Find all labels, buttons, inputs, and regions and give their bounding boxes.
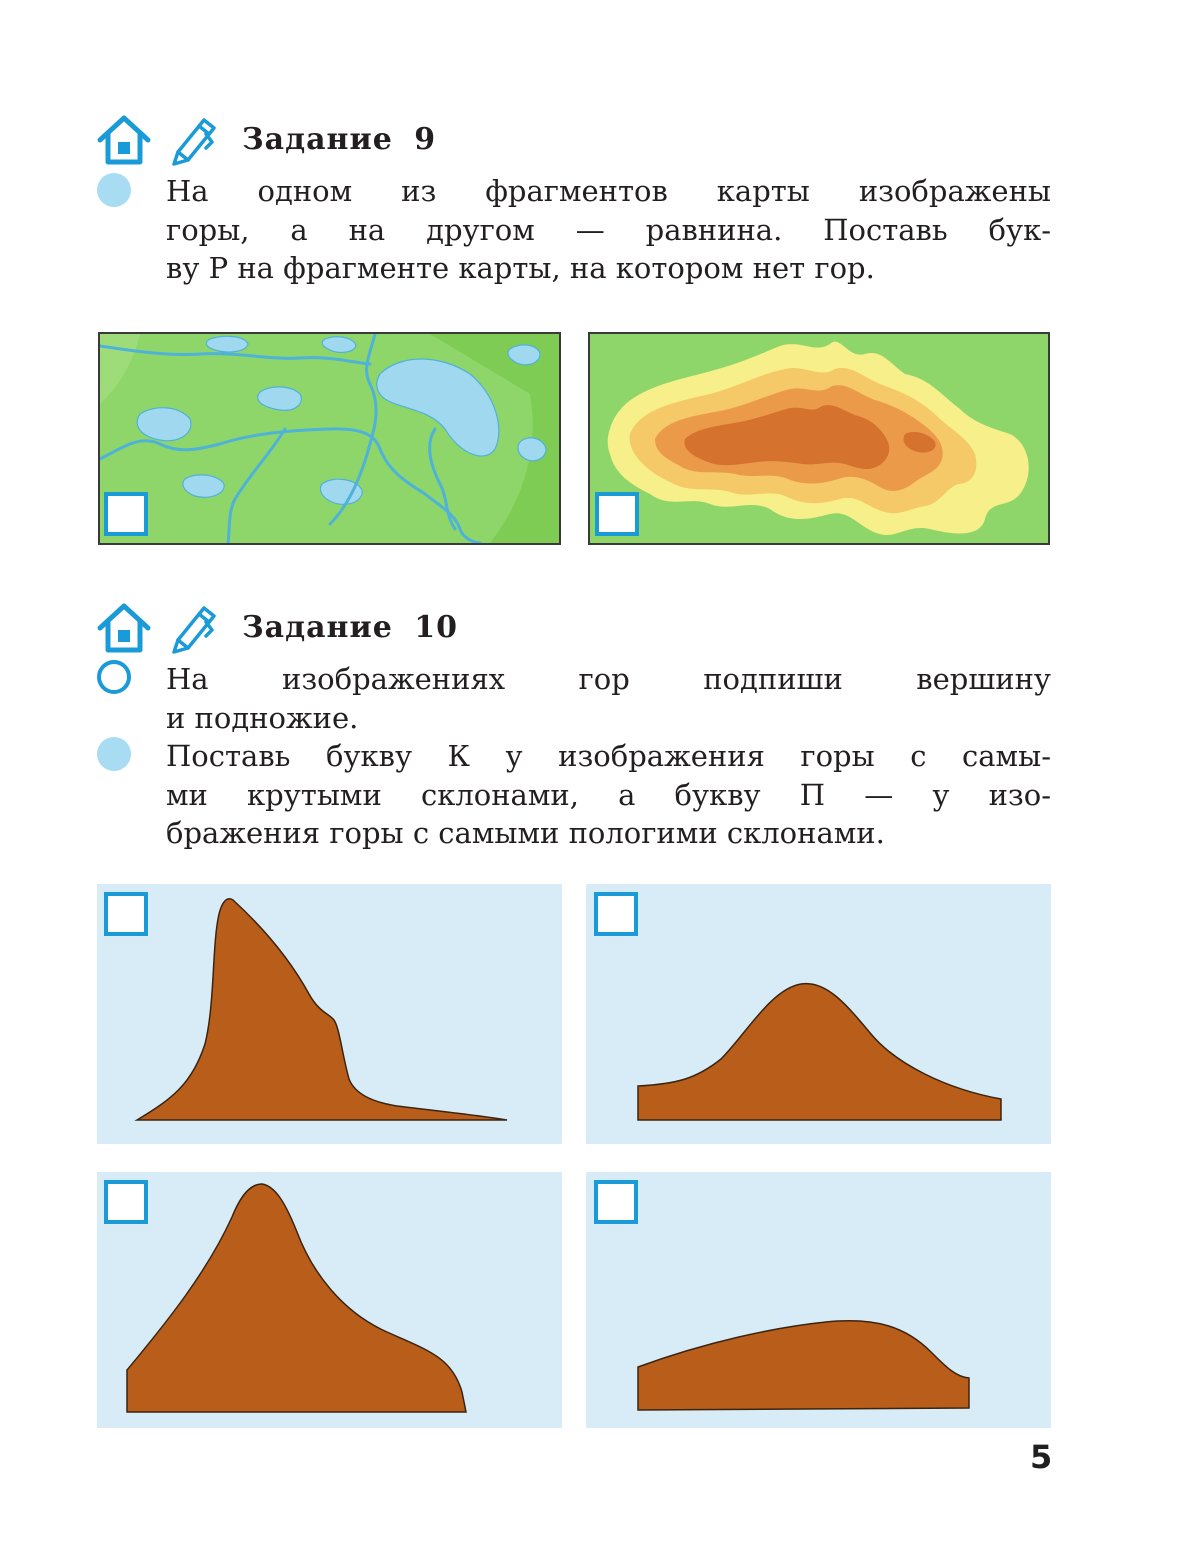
- house-icon: [96, 600, 152, 656]
- mountain-profile-panel: [97, 1172, 562, 1428]
- answer-checkbox[interactable]: [104, 492, 148, 536]
- instruction-line: бражения горы с самыми пологими склонами.: [166, 816, 885, 850]
- instruction-line: и подножие.: [166, 700, 359, 735]
- page-number: 5: [1030, 1438, 1053, 1476]
- mountain-profile-panel: [97, 884, 562, 1144]
- task-title: Задание 9: [242, 122, 437, 157]
- instruction-line: На изображениях гор подпиши вершину: [166, 662, 1051, 696]
- bullet-marker: [97, 660, 131, 694]
- instruction-line: горы, а на другом — равнина. Поставь бук-: [166, 212, 1051, 247]
- mountain-map-fragment: [588, 332, 1050, 545]
- mountain-shape: [638, 1321, 969, 1410]
- task-instructions: [166, 660, 1051, 737]
- mountain-shape: [127, 1184, 466, 1412]
- instruction-line: ву Р на фрагменте карты, на котором нет гор.: [166, 251, 875, 285]
- house-icon: [96, 112, 152, 168]
- answer-checkbox[interactable]: [104, 1180, 148, 1224]
- plain-map-fragment: [98, 332, 561, 545]
- instruction-line: На одном из фрагментов карты изображены: [166, 174, 1051, 208]
- bullet-marker: [97, 173, 131, 207]
- mountain-profile-panel: [586, 1172, 1051, 1428]
- answer-checkbox[interactable]: [595, 492, 639, 536]
- task-instructions: [166, 737, 1051, 853]
- instruction-line: ми крутыми склонами, а букву П — у изо-: [166, 777, 1051, 812]
- pencil-icon: [166, 600, 222, 656]
- mountain-profile-panel: [586, 884, 1051, 1144]
- mountain-shape: [137, 899, 507, 1120]
- answer-checkbox[interactable]: [594, 1180, 638, 1224]
- task-title: Задание 10: [242, 610, 458, 645]
- answer-checkbox[interactable]: [104, 892, 148, 936]
- task-instructions: [166, 172, 1051, 288]
- pencil-icon: [166, 112, 222, 168]
- mountain-shape: [638, 984, 1001, 1120]
- bullet-marker: [97, 737, 131, 771]
- answer-checkbox[interactable]: [594, 892, 638, 936]
- instruction-line: Поставь букву К у изображения горы с самы-: [166, 739, 1051, 773]
